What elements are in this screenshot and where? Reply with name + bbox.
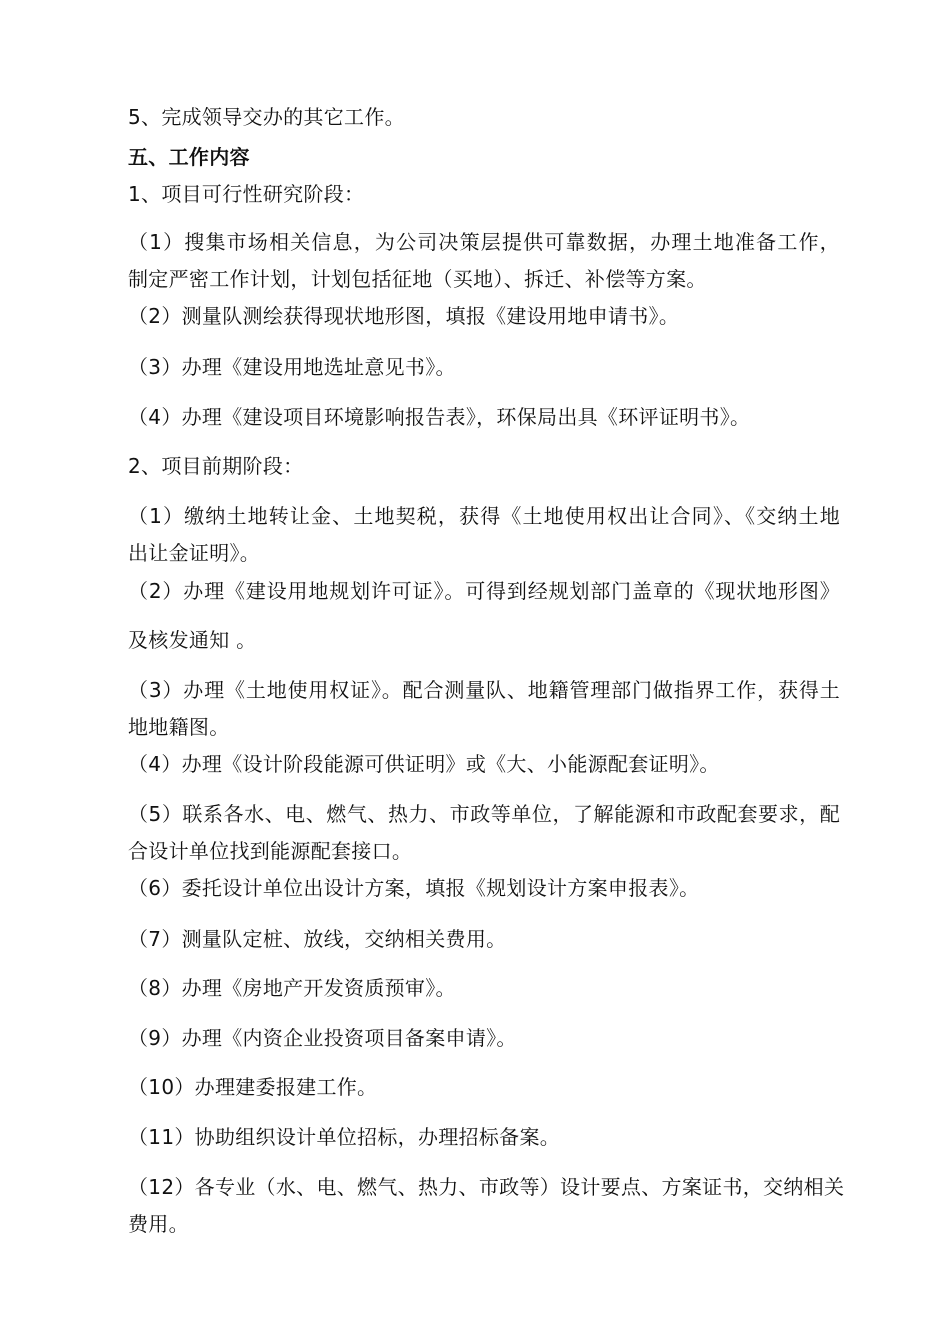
paragraph-line: 制定严密工作计划，计划包括征地（买地）、拆迁、补偿等方案。 <box>128 267 707 291</box>
paragraph-line: （1）搜集市场相关信息，为公司决策层提供可靠数据，办理土地准备工作， <box>128 230 840 254</box>
text-line-task-5: 5、完成领导交办的其它工作。 <box>128 105 405 129</box>
paragraph-line: （2）办理《建设用地规划许可证》。可得到经规划部门盖章的《现状地形图》 <box>128 579 840 603</box>
paragraph-line: 地地籍图。 <box>128 715 230 739</box>
paragraph-line: （8）办理《房地产开发资质预审》。 <box>128 976 456 1000</box>
subheading-preliminary-stage: 2、项目前期阶段： <box>128 454 304 478</box>
paragraph-line: （3）办理《建设用地选址意见书》。 <box>128 355 456 379</box>
paragraph-line: （1）缴纳土地转让金、土地契税，获得《土地使用权出让合同》、《交纳土地 <box>128 504 840 528</box>
paragraph-line: （4）办理《设计阶段能源可供证明》或《大、小能源配套证明》。 <box>128 752 720 776</box>
paragraph-line: （9）办理《内资企业投资项目备案申请》。 <box>128 1026 517 1050</box>
paragraph-line: 及核发通知 。 <box>128 628 257 652</box>
paragraph-line: 出让金证明》。 <box>128 541 261 565</box>
paragraph-line: （12）各专业（水、电、燃气、热力、市政等）设计要点、方案证书，交纳相关 <box>128 1175 845 1199</box>
paragraph-line: 合设计单位找到能源配套接口。 <box>128 839 413 863</box>
paragraph-line: （11）协助组织设计单位招标，办理招标备案。 <box>128 1125 561 1149</box>
paragraph-line: 费用。 <box>128 1212 189 1236</box>
paragraph-line: （7）测量队定桩、放线，交纳相关费用。 <box>128 927 507 951</box>
paragraph-line: （2）测量队测绘获得现状地形图，填报《建设用地申请书》。 <box>128 304 680 328</box>
paragraph-line: （5）联系各水、电、燃气、热力、市政等单位，了解能源和市政配套要求，配 <box>128 802 840 826</box>
paragraph-line: （3）办理《土地使用权证》。配合测量队、地籍管理部门做指界工作，获得土 <box>128 678 840 702</box>
subheading-feasibility-stage: 1、项目可行性研究阶段： <box>128 182 365 206</box>
paragraph-line: （6）委托设计单位出设计方案，填报《规划设计方案申报表》。 <box>128 876 700 900</box>
paragraph-line: （4）办理《建设项目环境影响报告表》，环保局出具《环评证明书》。 <box>128 405 751 429</box>
section-heading-work-content: 五、工作内容 <box>128 145 250 169</box>
paragraph-line: （10）办理建委报建工作。 <box>128 1075 378 1099</box>
